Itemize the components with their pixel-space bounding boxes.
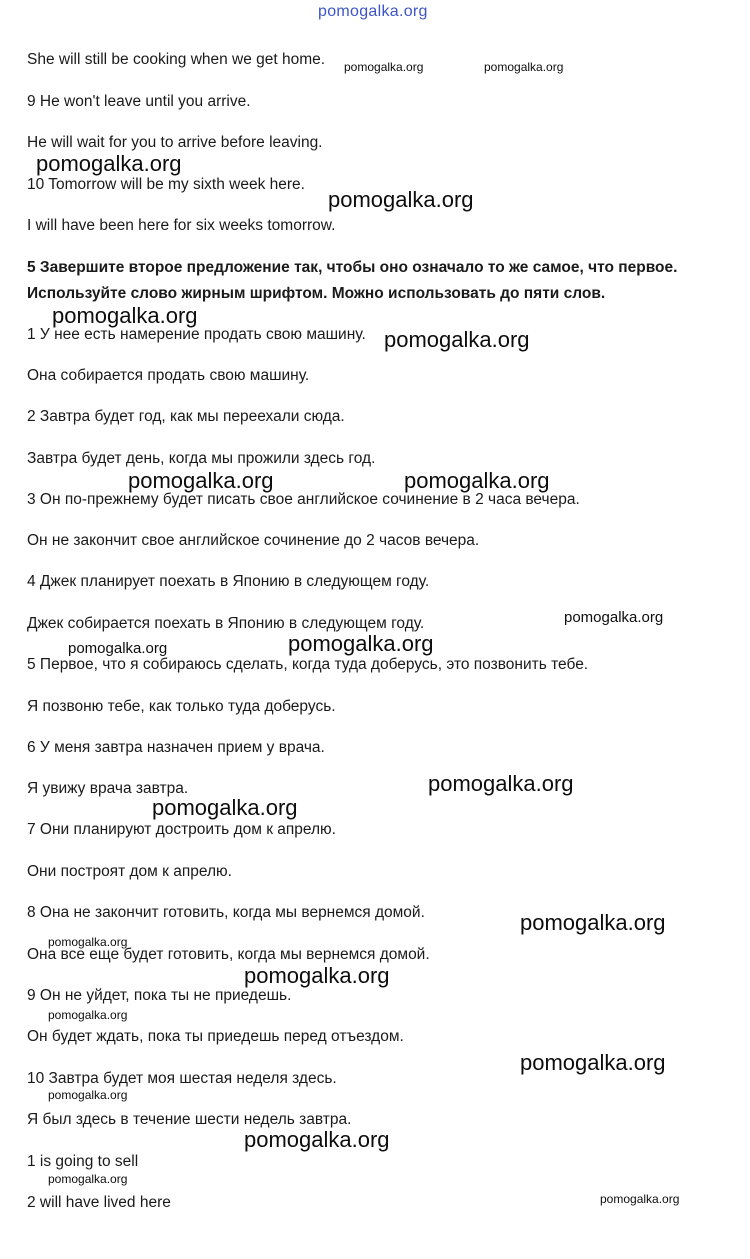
text-line: 1 У нее есть намерение продать свою машину. <box>27 326 366 343</box>
text-line: Я был здесь в течение шести недель завтра. <box>27 1111 352 1128</box>
text-line: Она собирается продать свою машину. <box>27 367 310 384</box>
watermark: pomogalka.org <box>564 609 664 626</box>
text-line: 4 Джек планирует поехать в Японию в следующем году. <box>27 573 430 590</box>
text-line: Я увижу врача завтра. <box>27 780 189 797</box>
text-line: She will still be cooking when we get home. <box>27 51 326 68</box>
watermark: pomogalka.org <box>48 1008 128 1022</box>
text-line: Они построят дом к апрелю. <box>27 863 232 880</box>
watermark: pomogalka.org <box>344 60 424 74</box>
text-line: Джек собирается поехать в Японию в следующем году. <box>27 615 425 632</box>
text-line: Он не закончит свое английское сочинение до 2 часов вечера. <box>27 532 480 549</box>
text-line: 6 У меня завтра назначен прием у врача. <box>27 739 325 756</box>
watermark: pomogalka.org <box>404 468 550 493</box>
text-line: 9 He won't leave until you arrive. <box>27 93 251 110</box>
watermark: pomogalka.org <box>48 1088 128 1102</box>
watermark: pomogalka.org <box>244 963 390 988</box>
watermark: pomogalka.org <box>152 795 298 820</box>
text-line: 10 Завтра будет моя шестая неделя здесь. <box>27 1070 337 1087</box>
answer-line: 1 is going to sell <box>27 1153 139 1170</box>
text-line: Я позвоню тебе, как только туда доберусь. <box>27 698 336 715</box>
text-line: 10 Tomorrow will be my sixth week here. <box>27 176 305 193</box>
watermark: pomogalka.org <box>328 187 474 212</box>
watermark: pomogalka.org <box>384 327 530 352</box>
text-line: Завтра будет день, когда мы прожили здесь год. <box>27 450 376 467</box>
watermark: pomogalka.org <box>520 910 666 935</box>
text-line: Он будет ждать, пока ты приедешь перед отъездом. <box>27 1028 404 1045</box>
text-line: Она все еще будет готовить, когда мы вернемся домой. <box>27 946 430 963</box>
text-line: 9 Он не уйдет, пока ты не приедешь. <box>27 987 292 1004</box>
text-line: 8 Она не закончит готовить, когда мы вернемся домой. <box>27 904 425 921</box>
answer-line: 2 will have lived here <box>27 1194 171 1211</box>
watermark: pomogalka.org <box>68 640 168 657</box>
watermark: pomogalka.org <box>128 468 274 493</box>
watermark: pomogalka.org <box>52 303 198 328</box>
watermark: pomogalka.org <box>288 631 434 656</box>
watermark: pomogalka.org <box>48 1172 128 1186</box>
exercise-heading: 5 Завершите второе предложение так, чтобы оно означало то же самое, что первое. <box>27 259 678 276</box>
watermark: pomogalka.org <box>48 935 128 949</box>
watermark: pomogalka.org <box>36 151 182 176</box>
text-line: 2 Завтра будет год, как мы переехали сюда. <box>27 408 345 425</box>
watermark: pomogalka.org <box>484 60 564 74</box>
text-line: 5 Первое, что я собираюсь сделать, когда туда доберусь, это позвонить тебе. <box>27 656 589 673</box>
text-line: I will have been here for six weeks tomorrow. <box>27 217 336 234</box>
exercise-instruction: Используйте слово жирным шрифтом. Можно использовать до пяти слов. <box>27 285 606 302</box>
watermark: pomogalka.org <box>600 1192 680 1206</box>
text-line: He will wait for you to arrive before leaving. <box>27 134 323 151</box>
watermark: pomogalka.org <box>428 771 574 796</box>
text-line: 7 Они планируют достроить дом к апрелю. <box>27 821 336 838</box>
text-line: 3 Он по-прежнему будет писать свое английское сочинение в 2 часа вечера. <box>27 491 580 508</box>
watermark: pomogalka.org <box>244 1127 390 1152</box>
watermark: pomogalka.org <box>520 1050 666 1075</box>
header-watermark: pomogalka.org <box>318 3 428 20</box>
